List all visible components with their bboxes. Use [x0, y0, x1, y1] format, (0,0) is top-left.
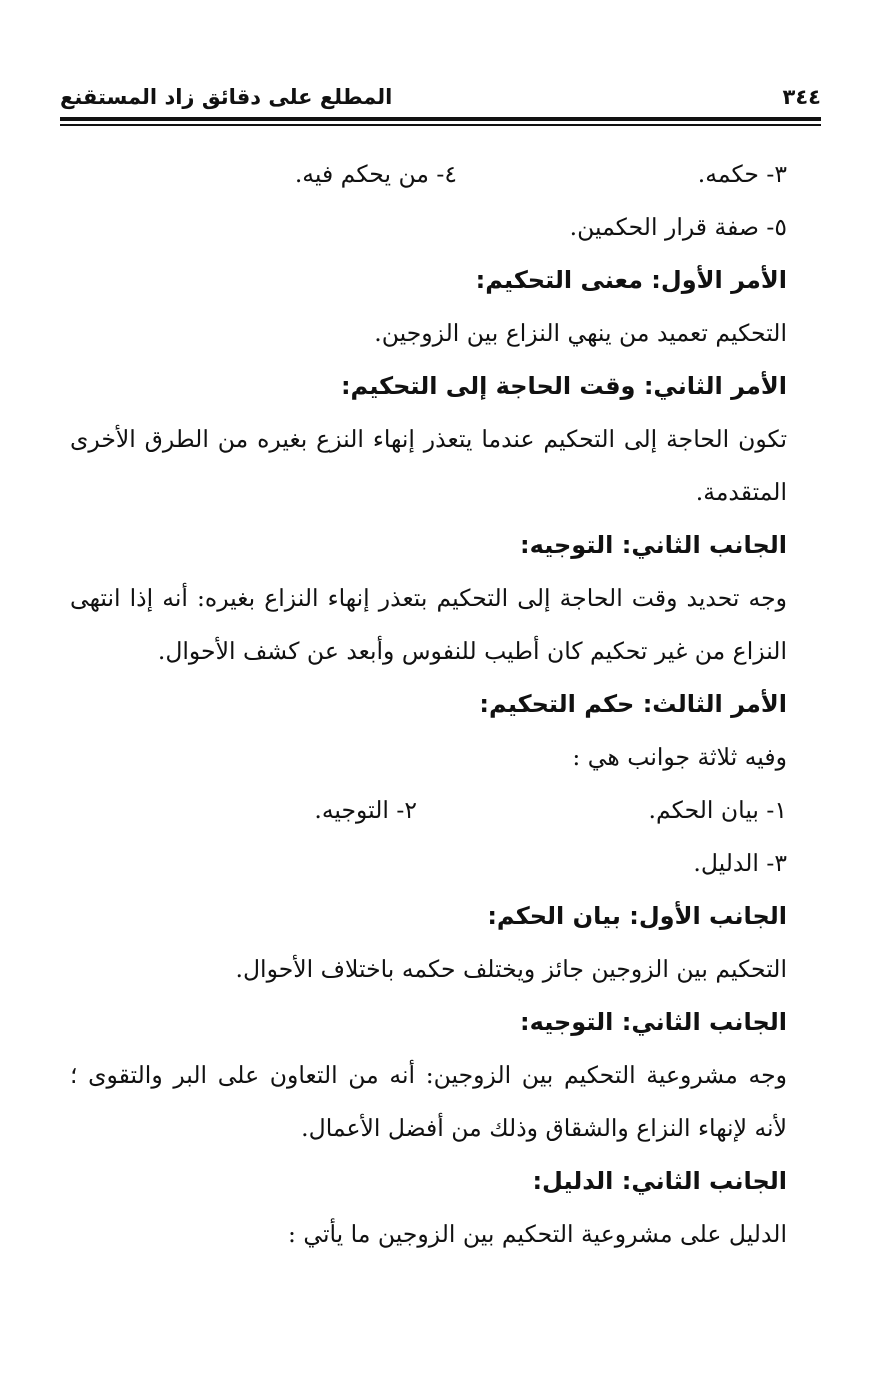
aspect-item-1: ١- بيان الحكم. — [648, 796, 787, 824]
header-rule-thin — [60, 124, 821, 126]
list-row-3-4 — [70, 148, 787, 201]
paragraph-need-line1: تكون الحاجة إلى التحكيم عندما يتعذر إنهاء النزع بغيره من الطرق الأخرى — [70, 425, 787, 453]
list-item-3: ٣- حكمه. — [697, 160, 787, 188]
list-item-4: ٤- من يحكم فيه. — [294, 160, 457, 188]
heading-second-matter: الأمر الثاني: وقت الحاجة إلى التحكيم: — [340, 372, 787, 400]
paragraph-evidence: الدليل على مشروعية التحكيم بين الزوجين ما يأتي : — [288, 1220, 787, 1248]
paragraph-legitimacy-line2: لأنه لإنهاء النزاع والشقاق وذلك من أفضل الأعمال. — [301, 1114, 787, 1142]
heading-aspect-directive-2: الجانب الثاني: التوجيه: — [520, 1008, 787, 1036]
heading-aspect-directive: الجانب الثاني: التوجيه: — [520, 531, 787, 559]
list-item-5: ٥- صفة قرار الحكمين. — [569, 213, 787, 241]
aspect-item-2: ٢- التوجيه. — [314, 796, 417, 824]
heading-first-matter: الأمر الأول: معنى التحكيم: — [475, 266, 787, 294]
heading-aspect-evidence: الجانب الثاني: الدليل: — [532, 1167, 787, 1195]
page-body — [70, 148, 787, 1261]
list-row-1-2 — [70, 784, 787, 837]
paragraph-definition: التحكيم تعميد من ينهي النزاع بين الزوجين. — [374, 319, 787, 347]
book-title: المطلع على دقائق زاد المستقنع — [60, 85, 393, 109]
paragraph-ruling: التحكيم بين الزوجين جائز ويختلف حكمه باختلاف الأحوال. — [235, 955, 787, 983]
paragraph-need-line2: المتقدمة. — [695, 478, 787, 506]
paragraph-three-aspects: وفيه ثلاثة جوانب هي : — [572, 743, 787, 771]
heading-aspect-ruling: الجانب الأول: بيان الحكم: — [487, 902, 787, 930]
page-header — [60, 80, 821, 114]
heading-third-matter: الأمر الثالث: حكم التحكيم: — [479, 690, 787, 718]
header-rule-thick — [60, 117, 821, 121]
paragraph-reason-line1: وجه تحديد وقت الحاجة إلى التحكيم بتعذر إنهاء النزاع بغيره: أنه إذا انتهى — [70, 584, 787, 612]
paragraph-reason-line2: النزاع من غير تحكيم كان أطيب للنفوس وأبعد عن كشف الأحوال. — [157, 637, 787, 665]
paragraph-legitimacy-line1: وجه مشروعية التحكيم بين الزوجين: أنه من التعاون على البر والتقوى ؛ — [70, 1061, 787, 1089]
aspect-item-3: ٣- الدليل. — [693, 849, 787, 877]
page-number: ٣٤٤ — [782, 85, 821, 109]
